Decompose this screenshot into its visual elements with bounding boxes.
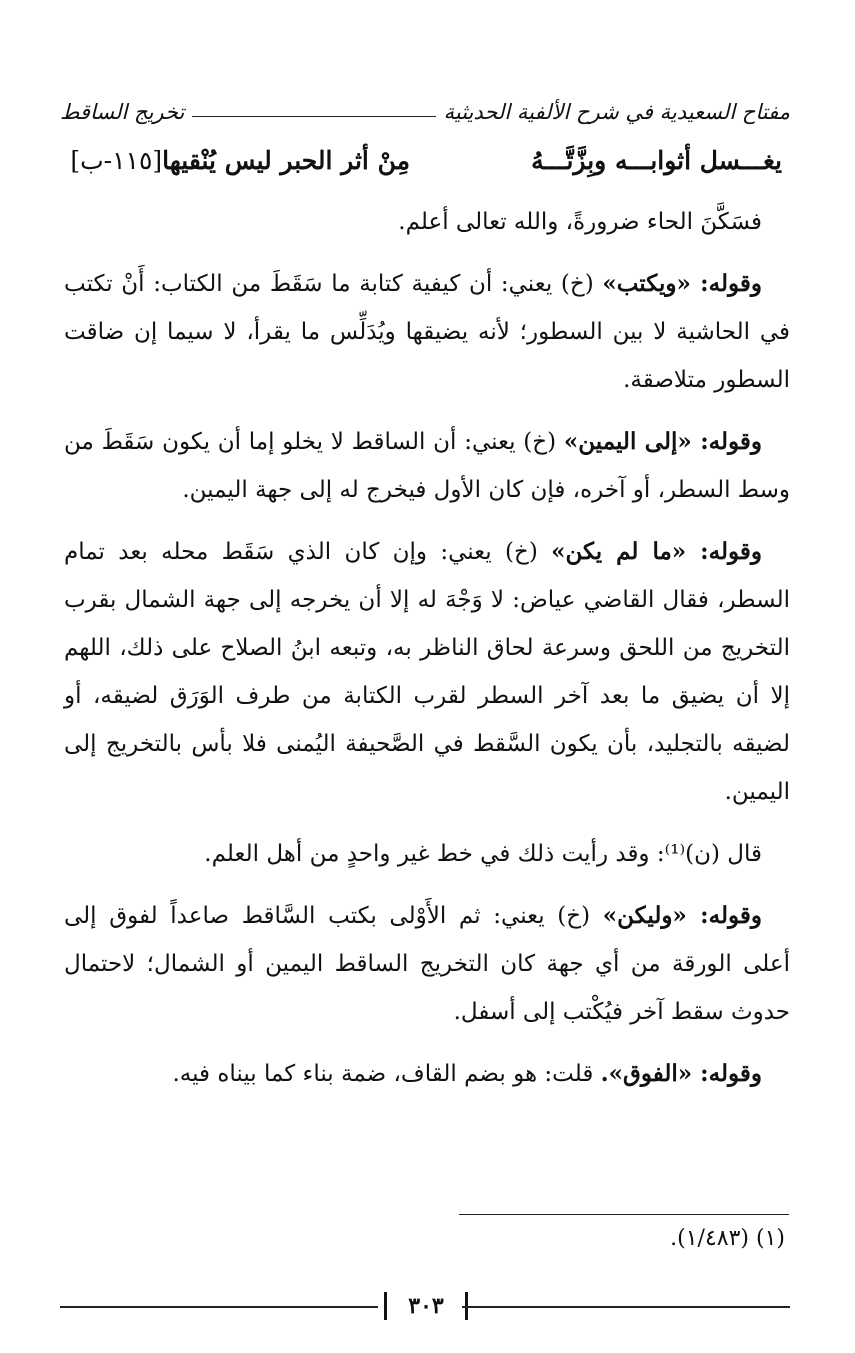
paragraph <box>64 198 790 246</box>
paragraph-lead: وقوله: «وليكن» <box>602 902 762 929</box>
verse-hemistich-2 <box>70 146 410 175</box>
paragraph <box>64 830 790 878</box>
paragraph <box>64 892 790 1036</box>
paragraph <box>64 1050 790 1098</box>
paragraph-text: (خ) يعني: أن الساقط لا يخلو إما أن يكون سَقَطَ من وسط السطر، أو آخره، فإن كان الأول فيخرج له إلى جهة اليمين. <box>64 429 790 503</box>
paragraph-text: فسَكَّنَ الحاء ضرورةً، والله تعالى أعلم. <box>398 209 762 235</box>
verse-hemistich-1: يغـــسل أثوابـــه وبِزَّتَّـــهُ <box>531 146 782 175</box>
page-number: ٣٠٣ <box>384 1292 468 1320</box>
paragraph-lead: وقوله: «ويكتب» <box>602 270 762 297</box>
paragraph-text: (خ) يعني: وإن كان الذي سَقَط محله بعد تمام السطر، فقال القاضي عياض: لا وَجْهَ له إلا أن يخرجه إلى جهة الشمال بقرب التخريج من اللحق وسرعة لحاق الناظر به، وتبعه ابنُ الصلاح على ذلك، اللهم إلا أن يضيق ما بعد آخر السطر لقرب الكتابة من طرف الوَرَق لضيقه، أو لضيقه بالتجليد، بأن يكون السَّقط في الصَّحيفة اليُمنى فلا بأس بالتخريج إلى اليمين. <box>64 539 790 805</box>
header-rule <box>192 116 435 117</box>
footer-rule-left <box>60 1306 378 1308</box>
paragraph-text: (خ) يعني: ثم الأَوْلى بكتب السَّاقط صاعداً لفوق إلى أعلى الورقة من أي جهة كان التخريج الساقط اليمين أو الشمال؛ لاحتمال حدوث سقط آخر فيُكْتب إلى أسفل. <box>64 903 790 1025</box>
paragraph-text: قال (ن)⁽¹⁾: وقد رأيت ذلك في خط غير واحدٍ من أهل العلم. <box>204 841 762 867</box>
folio-reference: [١١٥-ب] <box>70 146 163 175</box>
paragraph-lead: وقوله: «الفوق». <box>600 1060 762 1087</box>
footer-rule-right <box>462 1306 790 1308</box>
running-header <box>60 92 790 124</box>
section-title: تخريج الساقط <box>60 100 185 124</box>
paragraph-text: (خ) يعني: أن كيفية كتابة ما سَقَطَ من الكتاب: أَنْ تكتب في الحاشية لا بين السطور؛ لأنه يضيقها ويُدَلِّس ما يقرأ، لا سيما إن ضاقت السطور متلاصقة. <box>64 271 790 393</box>
paragraph-lead: وقوله: «ما لم يكن» <box>551 538 762 565</box>
verse-line <box>60 142 790 184</box>
footnote-separator <box>459 1214 789 1215</box>
main-text <box>64 198 790 1112</box>
paragraph <box>64 528 790 816</box>
book-title: مفتاح السعيدية في شرح الألفية الحديثية <box>443 100 790 124</box>
paragraph <box>64 260 790 404</box>
page-footer <box>60 1292 790 1322</box>
paragraph-text: قلت: هو بضم القاف، ضمة بناء كما بيناه فيه. <box>172 1061 601 1087</box>
footnote: (١) (١/٤٨٣). <box>670 1226 785 1251</box>
paragraph <box>64 418 790 514</box>
paragraph-lead: وقوله: «إلى اليمين» <box>563 428 763 455</box>
verse-hemistich-2-text: مِنْ أثر الحبر ليس يُنْقيها <box>162 146 410 175</box>
